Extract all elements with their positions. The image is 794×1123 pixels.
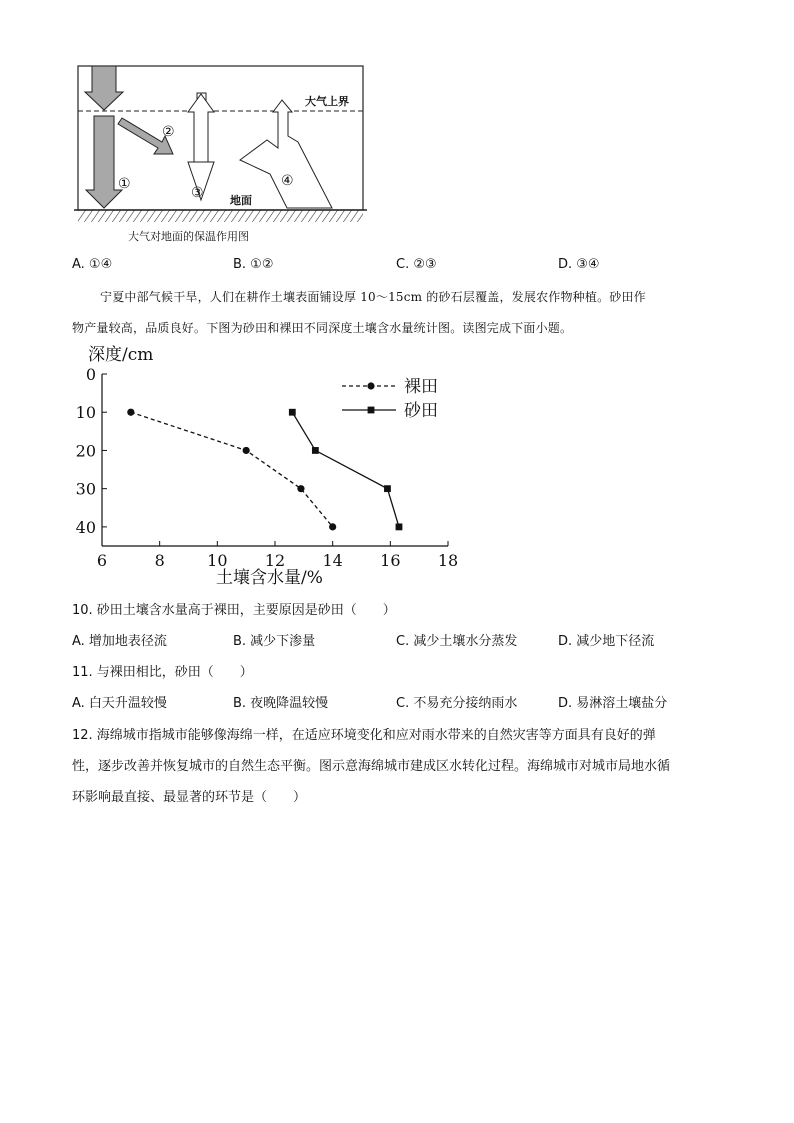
- legend-marker: [368, 407, 375, 414]
- passage-line-1: 宁夏中部气候干旱，人们在耕作土壤表面铺设厚 10～15cm 的砂石层覆盖，发展农作物种植。砂田作: [100, 290, 646, 304]
- q11-option-b[interactable]: B. 夜晚降温较慢: [233, 696, 329, 711]
- prev-option-c[interactable]: C. ②③: [396, 257, 437, 272]
- legend-label: 裸田: [404, 377, 438, 397]
- arrow-label-3: ③: [191, 185, 204, 201]
- x-axis-label: 土壤含水量/%: [216, 568, 323, 588]
- upper-atmosphere-label: 大气上界: [305, 95, 349, 108]
- arrow-label-4: ④: [281, 173, 294, 189]
- x-tick-label: 8: [154, 551, 165, 570]
- diagram-caption: 大气对地面的保温作用图: [128, 230, 249, 243]
- x-tick-label: 6: [96, 551, 108, 570]
- legend-marker: [367, 382, 374, 389]
- ground-label: 地面: [230, 194, 252, 207]
- arrow-3-vertical: [188, 93, 214, 200]
- x-tick-label: 14: [322, 551, 343, 570]
- passage-line-2: 物产量较高，品质良好。下图为砂田和裸田不同深度土壤含水量统计图。读图完成下面小题。: [72, 321, 573, 335]
- q10-option-b[interactable]: B. 减少下渗量: [233, 634, 316, 649]
- x-tick-label: 18: [437, 551, 459, 570]
- data-point: [289, 409, 296, 416]
- q11-option-a[interactable]: A. 白天升温较慢: [72, 696, 167, 711]
- arrow-label-2: ②: [162, 124, 175, 140]
- q12-line-2: 性，逐步改善并恢复城市的自然生态平衡。图示意海绵城市建成区水转化过程。海绵城市对城市局地水循: [72, 759, 671, 774]
- y-tick-label: 0: [85, 365, 96, 384]
- q12-line-1: 12. 海绵城市指城市能够像海绵一样，在适应环境变化和应对雨水带来的自然灾害等方面具有良好的弹: [72, 728, 656, 743]
- q11-option-d[interactable]: D. 易淋溶土壤盐分: [558, 696, 668, 711]
- x-tick-label: 16: [380, 551, 401, 570]
- q11-stem: 11. 与裸田相比，砂田（ ）: [72, 665, 253, 680]
- prev-option-a[interactable]: A. ①④: [72, 257, 113, 272]
- data-point: [384, 485, 391, 492]
- data-point: [297, 485, 304, 492]
- q10-stem: 10. 砂田土壤含水量高于裸田，主要原因是砂田（ ）: [72, 603, 396, 618]
- soil-moisture-chart: [75, 340, 460, 590]
- data-point: [243, 447, 250, 454]
- y-tick-label: 10: [75, 403, 96, 423]
- y-axis-label: 深度/cm: [88, 345, 154, 365]
- data-point: [127, 409, 134, 416]
- y-tick-label: 20: [75, 441, 96, 461]
- data-point: [396, 523, 403, 530]
- x-tick-label: 12: [264, 551, 286, 570]
- q11-option-c[interactable]: C. 不易充分接纳雨水: [396, 696, 518, 711]
- q10-option-a[interactable]: A. 增加地表径流: [72, 634, 167, 649]
- q10-option-c[interactable]: C. 减少土壤水分蒸发: [396, 634, 518, 649]
- x-tick-label: 10: [207, 551, 228, 570]
- y-tick-label: 40: [75, 517, 96, 537]
- arrow-label-1: ①: [118, 176, 131, 192]
- data-point: [312, 447, 319, 454]
- legend-label: 砂田: [404, 401, 438, 421]
- ground-hatch: [78, 210, 363, 222]
- q10-option-d[interactable]: D. 减少地下径流: [558, 634, 655, 649]
- data-point: [329, 523, 336, 530]
- prev-option-d[interactable]: D. ③④: [558, 257, 600, 272]
- series-line-1: [292, 412, 399, 527]
- y-tick-label: 30: [75, 479, 96, 499]
- prev-option-b[interactable]: B. ①②: [233, 257, 274, 272]
- insulation-diagram: [70, 62, 370, 227]
- arrow-4-ground-radiation: [240, 100, 332, 208]
- q12-line-3: 环影响最直接、最显著的环节是（ ）: [72, 790, 307, 805]
